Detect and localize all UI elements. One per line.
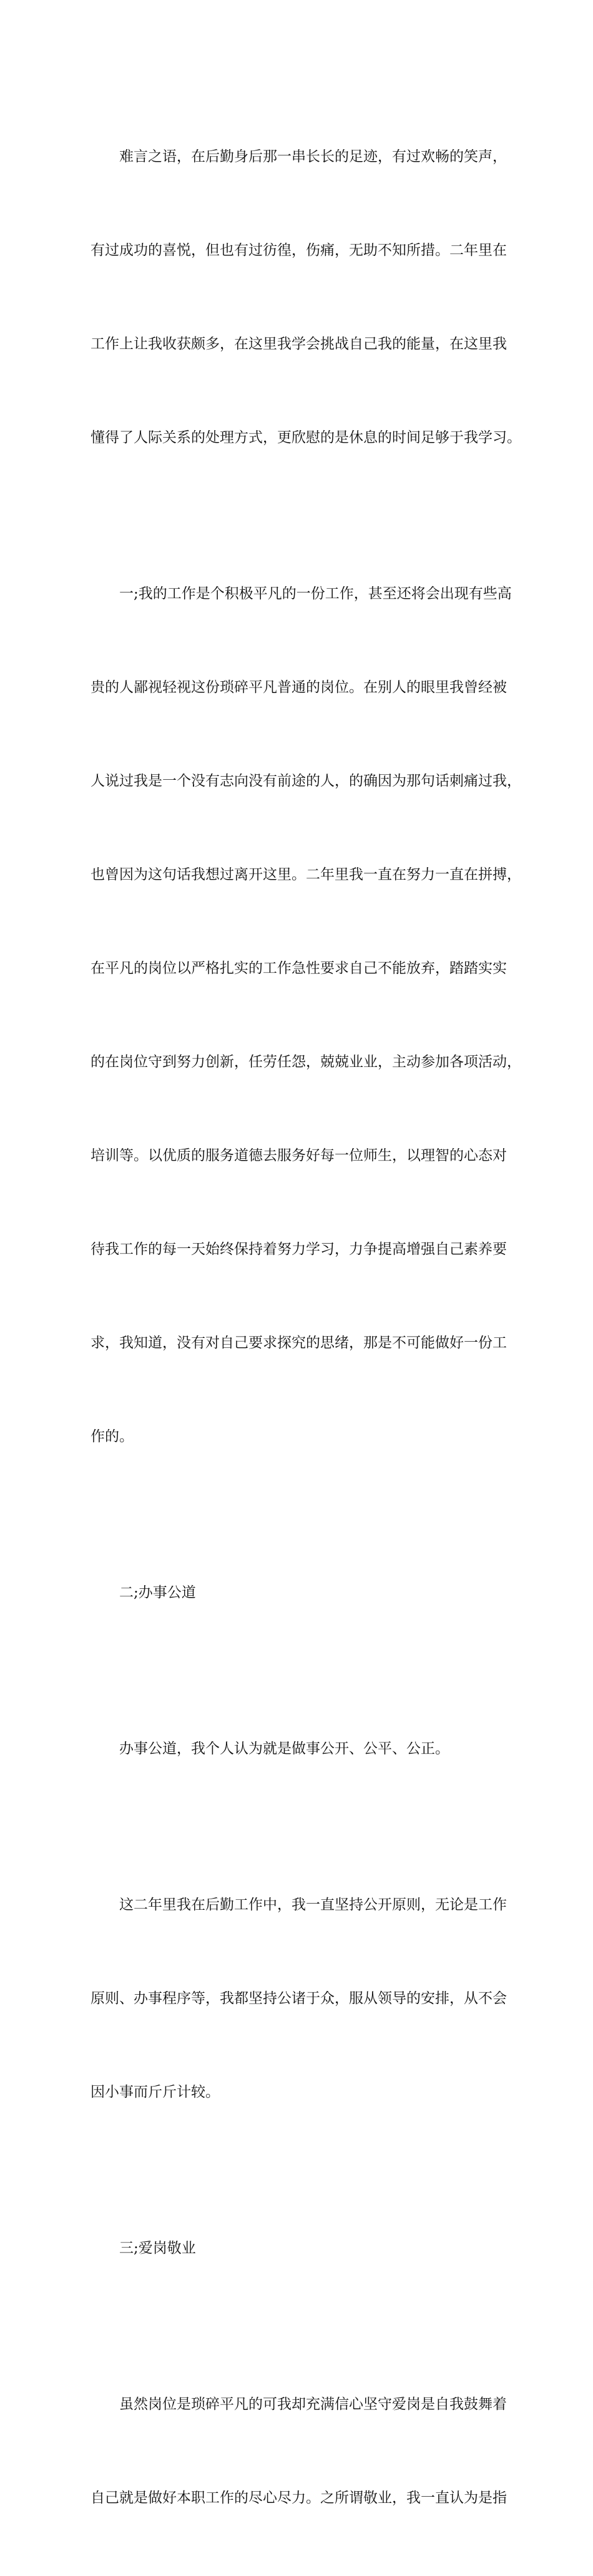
text-line: 待我工作的每一天始终保持着努力学习，力争提高增强自己素养要: [91, 1241, 507, 1257]
text-line: 自己就是做好本职工作的尽心尽力。之所谓敬业，我一直认为是指: [91, 2490, 507, 2506]
text-line: 培训等。以优质的服务道德去服务好每一位师生，以理智的心态对: [91, 1148, 507, 1164]
text-line: 有过成功的喜悦，但也有过彷徨，伤痛，无助不知所措。二年里在: [91, 242, 507, 258]
text-line: 因小事而斤斤计较。: [91, 2084, 220, 2100]
text-line: 人说过我是一个没有志向没有前途的人，的确因为那句话刺痛过我，: [91, 773, 521, 789]
text-line: 难言之语，在后勤身后那一串长长的足迹，有过欢畅的笑声，: [119, 149, 507, 165]
section-heading-three: [91, 2170, 521, 2326]
text-line: 作的。: [91, 1428, 134, 1445]
text-line: 工作上让我收获颇多，在这里我学会挑战自己我的能量，在这里我: [91, 336, 507, 352]
text-line: 二;办事公道: [119, 1585, 196, 1601]
text-line: 三;爱岗敬业: [119, 2240, 196, 2256]
paragraph-section-one: [91, 516, 521, 1515]
text-line: 在平凡的岗位以严格扎实的工作急性要求自己不能放弃，踏踏实实: [91, 960, 507, 976]
text-line: 求，我知道，没有对自己要求探究的思绪，那是不可能做好一份工: [91, 1335, 507, 1351]
text-line: 虽然岗位是琐碎平凡的可我却充满信心坚守爱岗是自我鼓舞着: [119, 2396, 507, 2412]
paragraph-intro: [91, 79, 521, 516]
section-heading-two: [91, 1515, 521, 1671]
text-line: 这二年里我在后勤工作中，我一直坚持公开原则，无论是工作: [119, 1897, 507, 1913]
text-line: 办事公道，我个人认为就是做事公开、公平、公正。: [119, 1741, 449, 1757]
text-line: 原则、办事程序等，我都坚持公诸于众，服从领导的安排，从不会: [91, 1990, 507, 2007]
text-line: 的在岗位守到努力创新，任劳任怨，兢兢业业，主动参加各项活动，: [91, 1054, 521, 1070]
text-line: 贵的人鄙视轻视这份琐碎平凡普通的岗位。在别人的眼里我曾经被: [91, 679, 507, 696]
text-line: 懂得了人际关系的处理方式，更欣慰的是休息的时间足够于我学习。: [91, 430, 521, 446]
paragraph-fairness-definition: [91, 1671, 521, 1827]
document-body: [91, 79, 521, 2576]
text-line: 也曾因为这句话我想过离开这里。二年里我一直在努力一直在拼搏，: [91, 867, 521, 883]
paragraph-fairness-detail: [91, 1827, 521, 2170]
paragraph-dedication: [91, 2326, 521, 2576]
text-line: 一;我的工作是个积极平凡的一份工作，甚至还将会出现有些高: [119, 586, 512, 602]
